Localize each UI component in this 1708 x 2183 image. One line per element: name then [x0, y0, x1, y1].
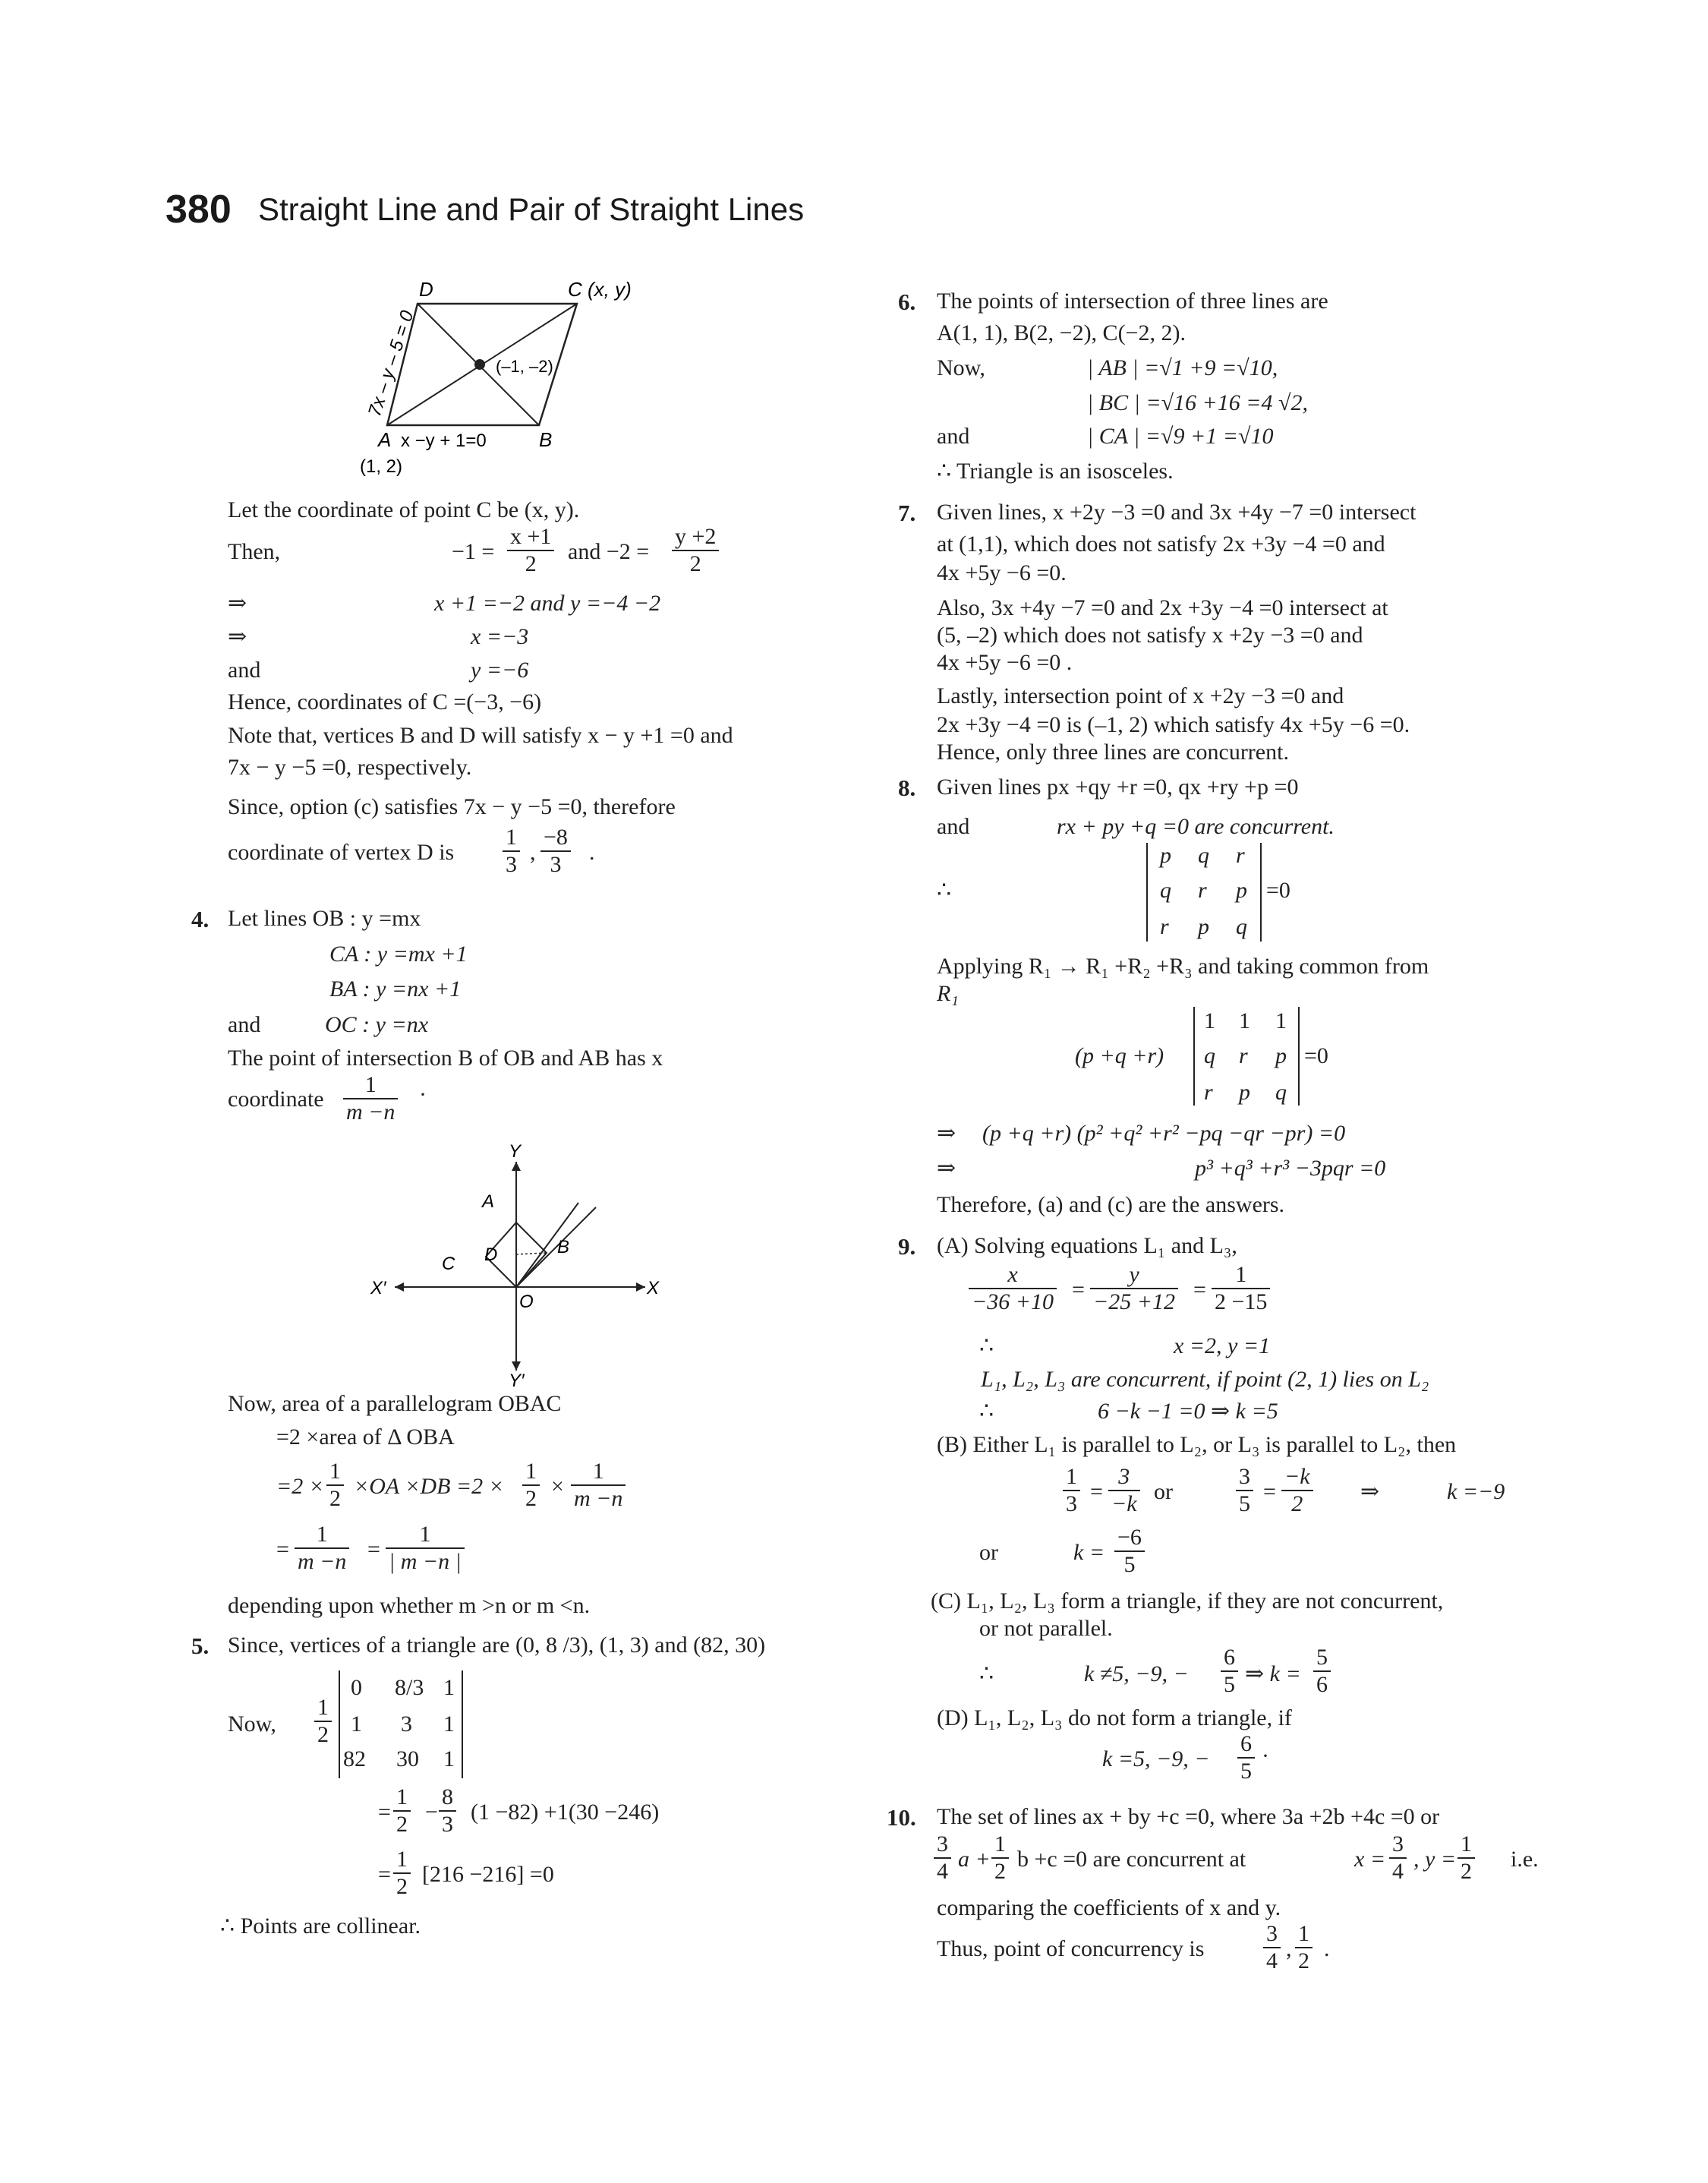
chapter-title: Straight Line and Pair of Straight Lines — [258, 191, 805, 227]
text-line: 7x − y −5 =0, respectively. — [228, 755, 472, 780]
fraction: $\frac{y +2}{2}$ — [672, 524, 719, 577]
question-number: 4. — [191, 906, 210, 932]
fraction: $\frac{1}{2}$ — [522, 1459, 540, 1512]
fraction: $\frac{1}{2}$ — [991, 1831, 1009, 1885]
text-line: (B) Either L₁ is parallel to L₂, or L₃ is parallel to L₂, then — [937, 1432, 1457, 1457]
det-cell: 8/3 — [395, 1675, 424, 1700]
math-expr: − — [425, 1800, 438, 1825]
fraction: $\frac{1}{2}$ — [393, 1847, 411, 1900]
midpoint-dot — [474, 359, 485, 370]
math-expr: = — [1090, 1479, 1103, 1504]
math-expr: 6 −k −1 =0 ⇒ k =5 — [1098, 1399, 1278, 1424]
math-expr: = — [1263, 1479, 1276, 1504]
fraction: $\frac{1}{| m -n |}$ — [386, 1522, 465, 1575]
label-a-coord: (1, 2) — [360, 456, 403, 477]
label-a: A — [378, 428, 392, 451]
fraction: $\frac{x}{-36 +10}$ — [969, 1262, 1057, 1315]
label-a: A — [482, 1191, 495, 1212]
question-number: 6. — [898, 289, 916, 315]
text-line: at (1,1), which does not satisfy 2x +3y −4 =0 and — [937, 532, 1385, 557]
text-line: The points of intersection of three lines are — [937, 289, 1328, 314]
fraction: $\frac{1}{2 -15}$ — [1212, 1262, 1270, 1315]
text-line: (C) L₁, L₂, L₃ form a triangle, if they are not concurrent, — [931, 1588, 1444, 1614]
xp-arrow — [395, 1282, 404, 1292]
math-expr: a + — [958, 1847, 991, 1872]
page-number: 380 — [165, 188, 232, 232]
det-cell: 1 — [1239, 1008, 1250, 1033]
det-cell: p — [1236, 878, 1247, 903]
comma: , — [1286, 1936, 1292, 1961]
math-expr: L₁, L₂, L₃ are concurrent, if point (2, 1) lies on L₂ — [981, 1367, 1429, 1392]
fraction: $\frac{1}{m -n}$ — [571, 1459, 626, 1512]
math-expr: | AB | =√1 +9 =√10, — [1087, 355, 1278, 380]
text-line: ∴ Points are collinear. — [220, 1913, 421, 1939]
period: · — [1262, 1743, 1269, 1768]
det-cell: p — [1275, 1043, 1287, 1068]
text-line: Hence, coordinates of C =(−3, −6) — [228, 689, 542, 715]
implies-symbol: ⇒ — [228, 591, 247, 616]
text-line: Note that, vertices B and D will satisfy x − y +1 =0 and — [228, 723, 733, 748]
det-cell: 0 — [351, 1675, 362, 1700]
text-line: Since, option (c) satisfies 7x − y −5 =0, therefore — [228, 794, 676, 819]
math-expr: and −2 = — [568, 539, 650, 564]
det-cell: 1 — [1204, 1008, 1215, 1033]
fraction: $\frac{1}{m -n}$ — [343, 1072, 398, 1125]
det-cell: r — [1160, 914, 1169, 939]
parallelogram-figure — [349, 273, 668, 486]
fraction: $\frac{3}{4}$ — [1263, 1921, 1281, 1974]
math-expr: k =−9 — [1447, 1479, 1505, 1504]
math-expr: = — [367, 1537, 380, 1562]
text-line: Therefore, (a) and (c) are the answers. — [937, 1192, 1285, 1217]
fraction: $\frac{y}{-25 +12}$ — [1090, 1262, 1178, 1315]
det-cell: 30 — [396, 1746, 419, 1771]
math-expr: k = — [1073, 1540, 1105, 1565]
math-expr: R₁ — [937, 981, 959, 1006]
fraction: $\frac{-6}{5}$ — [1114, 1525, 1145, 1578]
text-line: and — [937, 424, 970, 449]
det-cell: r — [1198, 878, 1207, 903]
text-line: Now, — [228, 1711, 276, 1737]
text-line: Now, — [937, 355, 985, 380]
det-cell: q — [1160, 878, 1171, 903]
math-expr: OC : y =nx — [325, 1012, 429, 1037]
x-arrow — [636, 1282, 645, 1292]
label-bottom-line: x −y + 1=0 — [401, 431, 487, 451]
text-line: Given lines, x +2y −3 =0 and 3x +4y −7 =0 intersect — [937, 500, 1417, 525]
fraction: $\frac{6}{5}$ — [1221, 1645, 1238, 1698]
fraction: $\frac{5}{6}$ — [1313, 1645, 1331, 1698]
fraction: $\frac{1}{2}$ — [326, 1459, 344, 1512]
fraction: $\frac{8}{3}$ — [439, 1784, 456, 1838]
label-b: B — [539, 428, 553, 451]
det-cell: 1 — [443, 1746, 455, 1771]
determinant-bar — [1298, 1007, 1300, 1106]
det-cell: 1 — [443, 1711, 455, 1737]
text-line: 4x +5y −6 =0. — [937, 560, 1067, 585]
math-expr: x =−3 — [471, 624, 529, 649]
label-center: (–1, –2) — [496, 357, 553, 376]
implies-symbol: ⇒ — [937, 1156, 956, 1181]
text-line: 2x +3y −4 =0 is (–1, 2) which satisfy 4x +5y −6 =0. — [937, 712, 1410, 737]
det-cell: 3 — [401, 1711, 412, 1737]
label-xp: X′ — [370, 1278, 386, 1298]
label-x: X — [647, 1278, 660, 1298]
math-expr: = — [1193, 1277, 1206, 1302]
text-line: Since, vertices of a triangle are (0, 8 /3), (1, 3) and (82, 30) — [228, 1633, 766, 1658]
fraction: $\frac{6}{5}$ — [1237, 1731, 1255, 1784]
math-expr: = — [1072, 1277, 1085, 1302]
text-line: or — [979, 1540, 998, 1565]
math-expr: x =2, y =1 — [1174, 1333, 1271, 1358]
label-d: D — [419, 278, 433, 301]
det-cell: 1 — [443, 1675, 455, 1700]
math-expr: =2 × — [276, 1474, 324, 1499]
text-line: i.e. — [1511, 1847, 1539, 1872]
period: . — [1324, 1936, 1330, 1961]
axes-figure — [364, 1139, 668, 1390]
implies-symbol: ⇒ — [1360, 1479, 1380, 1504]
text-line: (5, –2) which does not satisfy x +2y −3 =0 and — [937, 623, 1363, 648]
math-expr: (p +q +r) (p² +q² +r² −pq −qr −pr) =0 — [982, 1121, 1346, 1146]
math-expr: k =5, −9, − — [1102, 1746, 1210, 1771]
determinant-bar — [462, 1670, 463, 1778]
text-line: depending upon whether m >n or m <n. — [228, 1593, 591, 1618]
fraction: $\frac{1}{2}$ — [393, 1784, 411, 1838]
math-expr: ×OA ×DB =2 × — [354, 1474, 504, 1499]
text-line: or not parallel. — [979, 1616, 1113, 1641]
text-line: and — [228, 658, 261, 683]
math-expr: BA : y =nx +1 — [329, 976, 462, 1002]
fraction: $\frac{3}{4}$ — [934, 1831, 951, 1885]
text-line: Then, — [228, 539, 281, 564]
question-number: 7. — [898, 500, 916, 526]
det-cell: q — [1236, 914, 1247, 939]
label-o: O — [519, 1292, 534, 1312]
period: · — [419, 1082, 427, 1107]
det-cell: r — [1239, 1043, 1248, 1068]
det-cell: q — [1275, 1080, 1287, 1105]
math-expr: −1 = — [452, 539, 495, 564]
text-line: comparing the coefficients of x and y. — [937, 1895, 1281, 1920]
text-line: and — [937, 814, 970, 839]
math-expr: ⇒ k = — [1245, 1661, 1301, 1686]
det-cell: p — [1239, 1080, 1250, 1105]
label-d: D — [484, 1244, 498, 1265]
therefore-symbol: ∴ — [979, 1661, 994, 1686]
comma: , — [530, 840, 536, 865]
fraction: $\frac{x +1}{2}$ — [507, 524, 554, 577]
text-line: (D) L₁, L₂, L₃ do not form a triangle, if — [937, 1705, 1292, 1730]
text-line: The point of intersection B of OB and AB has x — [228, 1046, 663, 1071]
determinant-bar — [1193, 1007, 1195, 1106]
fraction: $\frac{3}{-k}$ — [1108, 1464, 1140, 1517]
det-cell: p — [1160, 843, 1171, 868]
math-expr: (1 −82) +1(30 −246) — [471, 1800, 660, 1825]
math-expr: × — [551, 1474, 564, 1499]
math-expr: , y = — [1413, 1847, 1457, 1872]
fraction: $\frac{1}{2}$ — [314, 1695, 332, 1748]
text-line: Lastly, intersection point of x +2y −3 =0 and — [937, 683, 1344, 708]
fraction: $\frac{1}{m -n}$ — [295, 1522, 349, 1575]
text-line: ∴ Triangle is an isosceles. — [937, 459, 1174, 484]
therefore-symbol: ∴ — [937, 878, 952, 903]
text-line: Let lines OB : y =mx — [228, 906, 421, 931]
det-cell: p — [1198, 914, 1209, 939]
math-expr: x = — [1354, 1847, 1386, 1872]
label-b: B — [557, 1237, 570, 1257]
text-line: Also, 3x +4y −7 =0 and 2x +3y −4 =0 intersect at — [937, 595, 1388, 620]
question-number: 8. — [898, 774, 916, 801]
text-line: (A) Solving equations L₁ and L₃, — [937, 1233, 1237, 1258]
text-line: Given lines px +qy +r =0, qx +ry +p =0 — [937, 774, 1299, 800]
det-cell: q — [1198, 843, 1209, 868]
text-line: Now, area of a parallelogram OBAC — [228, 1391, 562, 1416]
math-expr: | BC | =√16 +16 =4 √2, — [1087, 390, 1308, 415]
text-line: and — [228, 1012, 261, 1037]
det-cell: 1 — [351, 1711, 362, 1737]
text-line: Applying R₁ → R₁ +R₂ +R₃ and taking common from — [937, 954, 1429, 979]
fraction: $\frac{-k}{2}$ — [1281, 1464, 1313, 1517]
line-oc — [516, 1207, 596, 1287]
det-cell: 82 — [343, 1746, 366, 1771]
math-expr: p³ +q³ +r³ −3pqr =0 — [1195, 1156, 1386, 1181]
text-line: Let the coordinate of point C be (x, y). — [228, 497, 580, 522]
text-line: The set of lines ax + by +c =0, where 3a +2b +4c =0 or — [937, 1804, 1440, 1829]
math-expr: [216 −216] =0 — [422, 1862, 554, 1887]
det-cell: 1 — [1275, 1008, 1287, 1033]
implies-symbol: ⇒ — [937, 1121, 956, 1146]
math-expr: =2 ×area of Δ OBA — [276, 1424, 455, 1450]
fraction: $\frac{1}{2}$ — [1457, 1831, 1475, 1885]
text-line: coordinate — [228, 1087, 324, 1112]
fraction: $\frac{1}{3}$ — [503, 825, 520, 878]
math-expr: | CA | =√9 +1 =√10 — [1087, 424, 1274, 449]
fraction: $\frac{3}{4}$ — [1389, 1831, 1407, 1885]
y-arrow — [512, 1162, 521, 1171]
math-expr: rx + py +q =0 are concurrent. — [1057, 814, 1335, 839]
text-line: b +c =0 are concurrent at — [1017, 1847, 1246, 1872]
label-y: Y — [509, 1141, 522, 1162]
math-expr: =0 — [1304, 1043, 1328, 1068]
math-expr: = — [378, 1800, 391, 1825]
period: . — [589, 840, 595, 865]
math-expr: =0 — [1266, 878, 1290, 903]
determinant-bar — [1146, 843, 1148, 942]
question-number: 10. — [887, 1804, 916, 1831]
math-expr: = — [276, 1537, 289, 1562]
label-side-line: 7x – y – 5 = 0 — [364, 308, 418, 419]
determinant-bar — [339, 1670, 340, 1778]
fraction: $\frac{3}{5}$ — [1236, 1464, 1253, 1517]
text-line: or — [1154, 1479, 1173, 1504]
math-expr: x +1 =−2 and y =−4 −2 — [434, 591, 661, 616]
fraction: $\frac{1}{3}$ — [1063, 1464, 1080, 1517]
label-yp: Y′ — [509, 1371, 525, 1390]
text-line: A(1, 1), B(2, −2), C(−2, 2). — [937, 320, 1186, 345]
fraction: $\frac{-8}{3}$ — [540, 825, 571, 878]
label-c: C — [442, 1254, 455, 1274]
text-line: Hence, only three lines are concurrent. — [937, 740, 1289, 765]
question-number: 9. — [898, 1233, 916, 1260]
det-cell: r — [1204, 1080, 1213, 1105]
math-expr: CA : y =mx +1 — [329, 942, 468, 967]
therefore-symbol: ∴ — [979, 1399, 994, 1424]
label-c: C (x, y) — [568, 278, 632, 301]
math-expr: = — [378, 1862, 391, 1887]
determinant-bar — [1260, 843, 1262, 942]
fraction: $\frac{1}{2}$ — [1295, 1921, 1313, 1974]
math-expr: k ≠5, −9, − — [1084, 1661, 1189, 1686]
yp-arrow — [512, 1361, 521, 1371]
therefore-symbol: ∴ — [979, 1333, 994, 1358]
implies-symbol: ⇒ — [228, 624, 247, 649]
det-cell: q — [1204, 1043, 1215, 1068]
question-number: 5. — [191, 1633, 210, 1659]
text-line: 4x +5y −6 =0 . — [937, 650, 1073, 675]
math-expr: y =−6 — [471, 658, 529, 683]
det-cell: r — [1236, 843, 1245, 868]
text-line: coordinate of vertex D is — [228, 840, 455, 865]
math-expr: (p +q +r) — [1075, 1043, 1164, 1068]
text-line: Thus, point of concurrency is — [937, 1936, 1205, 1961]
